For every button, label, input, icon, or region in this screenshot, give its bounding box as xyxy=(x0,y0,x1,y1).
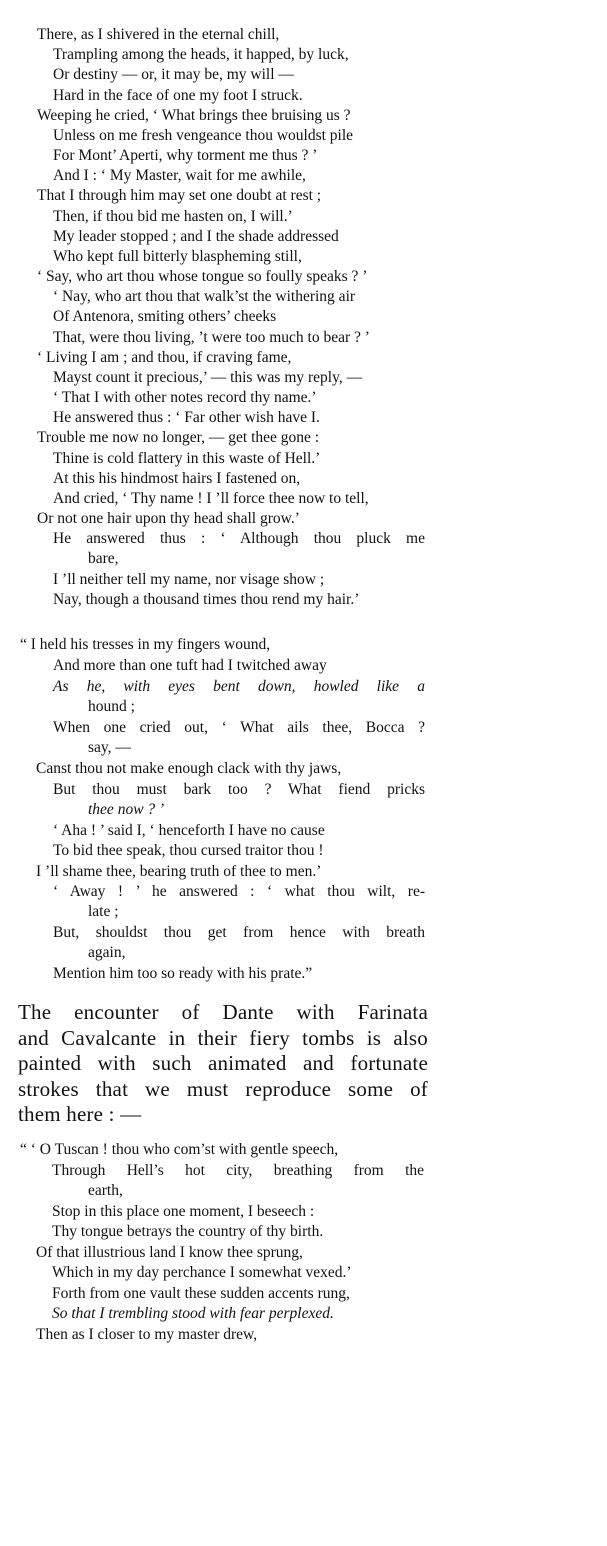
prose-paragraph xyxy=(18,1000,428,1128)
verse-line: At this his hindmost hairs I fastened on, xyxy=(53,470,301,487)
verse-line-continuation: late ; xyxy=(88,903,119,920)
verse-line: Thy tongue betrays the country of thy birth. xyxy=(52,1223,324,1240)
verse-line: Unless on me fresh vengeance thou wouldst pile xyxy=(53,127,354,144)
verse-line: And I : ‘ My Master, wait for me awhile, xyxy=(53,167,306,184)
verse-line-continuation: thee now ? ’ xyxy=(88,801,165,818)
verse-line: Canst thou not make enough clack with thy jaws, xyxy=(36,760,342,777)
verse-line-continuation: say, — xyxy=(88,739,131,756)
verse-line: Then, if thou bid me hasten on, I will.’ xyxy=(53,208,293,225)
verse-line: That, were thou living, ’t were too much to bear ? ’ xyxy=(53,329,370,346)
verse-line: For Mont’ Aperti, why torment me thus ? ’ xyxy=(53,147,318,164)
verse-line: Of that illustrious land I know thee sprung, xyxy=(36,1244,303,1261)
verse-line: Of Antenora, smiting others’ cheeks xyxy=(53,308,277,325)
verse-line: I ’ll shame thee, bearing truth of thee to men.’ xyxy=(36,863,322,880)
verse-line: Stop in this place one moment, I beseech : xyxy=(52,1203,315,1220)
verse-line-continuation: earth, xyxy=(88,1182,123,1199)
verse-line: “ I held his tresses in my fingers wound, xyxy=(20,636,271,653)
verse-line: My leader stopped ; and I the shade addressed xyxy=(53,228,339,245)
verse-line: Hard in the face of one my foot I struck. xyxy=(53,87,303,104)
verse-line: Or destiny — or, it may be, my will — xyxy=(53,66,294,83)
verse-line-continuation: again, xyxy=(88,944,126,961)
verse-line: Thine is cold flattery in this waste of Hell.’ xyxy=(53,450,321,467)
verse-line: So that I trembling stood with fear perplexed. xyxy=(52,1305,334,1322)
verse-line: Through Hell’s hot city, breathing from the xyxy=(52,1162,424,1179)
verse-line: ‘ Nay, who art thou that walk’st the withering air xyxy=(53,288,356,305)
verse-line: Trouble me now no longer, — get thee gone : xyxy=(37,429,320,446)
prose-line: them here : — xyxy=(18,1102,142,1126)
verse-line: Which in my day perchance I somewhat vexed.’ xyxy=(52,1264,352,1281)
verse-line: Forth from one vault these sudden accents rung, xyxy=(52,1285,350,1302)
verse-line: He answered thus : ‘ Far other wish have I. xyxy=(53,409,320,426)
verse-line: ‘ Living I am ; and thou, if craving fame, xyxy=(37,349,292,366)
prose-line: strokes that we must reproduce some of xyxy=(18,1076,428,1101)
verse-line: I ’ll neither tell my name, nor visage show ; xyxy=(53,571,325,588)
verse-line: To bid thee speak, thou cursed traitor thou ! xyxy=(53,842,324,859)
verse-line: Mention him too so ready with his prate.” xyxy=(53,965,313,982)
verse-line: When one cried out, ‘ What ails thee, Bocca ? xyxy=(53,719,425,736)
prose-line: The encounter of Dante with Farinata xyxy=(18,1000,428,1024)
verse-line: But thou must bark too ? What fiend pricks xyxy=(53,781,425,798)
verse-line: And cried, ‘ Thy name ! I ’ll force thee now to tell, xyxy=(53,490,369,507)
verse-line: Trampling among the heads, it happed, by luck, xyxy=(53,46,349,63)
verse-line: Or not one hair upon thy head shall grow.’ xyxy=(37,510,300,527)
verse-line: Mayst count it precious,’ — this was my reply, — xyxy=(53,369,363,386)
verse-line: As he, with eyes bent down, howled like a xyxy=(53,678,425,695)
verse-line: ‘ Away ! ’ he answered : ‘ what thou wilt, re- xyxy=(53,883,425,900)
verse-line: And more than one tuft had I twitched away xyxy=(53,657,327,674)
prose-line: painted with such animated and fortunate xyxy=(18,1051,428,1075)
verse-line: But, shouldst thou get from hence with breath xyxy=(53,924,425,941)
verse-line-continuation: hound ; xyxy=(88,698,135,715)
prose-line: and Cavalcante in their fiery tombs is also xyxy=(18,1025,428,1050)
verse-line: “ ‘ O Tuscan ! thou who com’st with gentle speech, xyxy=(20,1141,339,1158)
verse-line: Nay, though a thousand times thou rend my hair.’ xyxy=(53,591,360,608)
verse-line: ‘ That I with other notes record thy name.’ xyxy=(53,389,317,406)
verse-line: Weeping he cried, ‘ What brings thee bruising us ? xyxy=(37,107,351,124)
verse-line: He answered thus : ‘ Although thou pluck me xyxy=(53,530,425,547)
verse-line: ‘ Aha ! ’ said I, ‘ henceforth I have no cause xyxy=(53,822,325,839)
verse-line: Who kept full bitterly blaspheming still, xyxy=(53,248,302,265)
verse-line: ‘ Say, who art thou whose tongue so foully speaks ? ’ xyxy=(37,268,368,285)
verse-line: That I through him may set one doubt at rest ; xyxy=(37,187,322,204)
verse-line-continuation: bare, xyxy=(88,550,119,567)
verse-line: Then as I closer to my master drew, xyxy=(36,1326,258,1343)
verse-line: There, as I shivered in the eternal chill, xyxy=(37,26,280,43)
